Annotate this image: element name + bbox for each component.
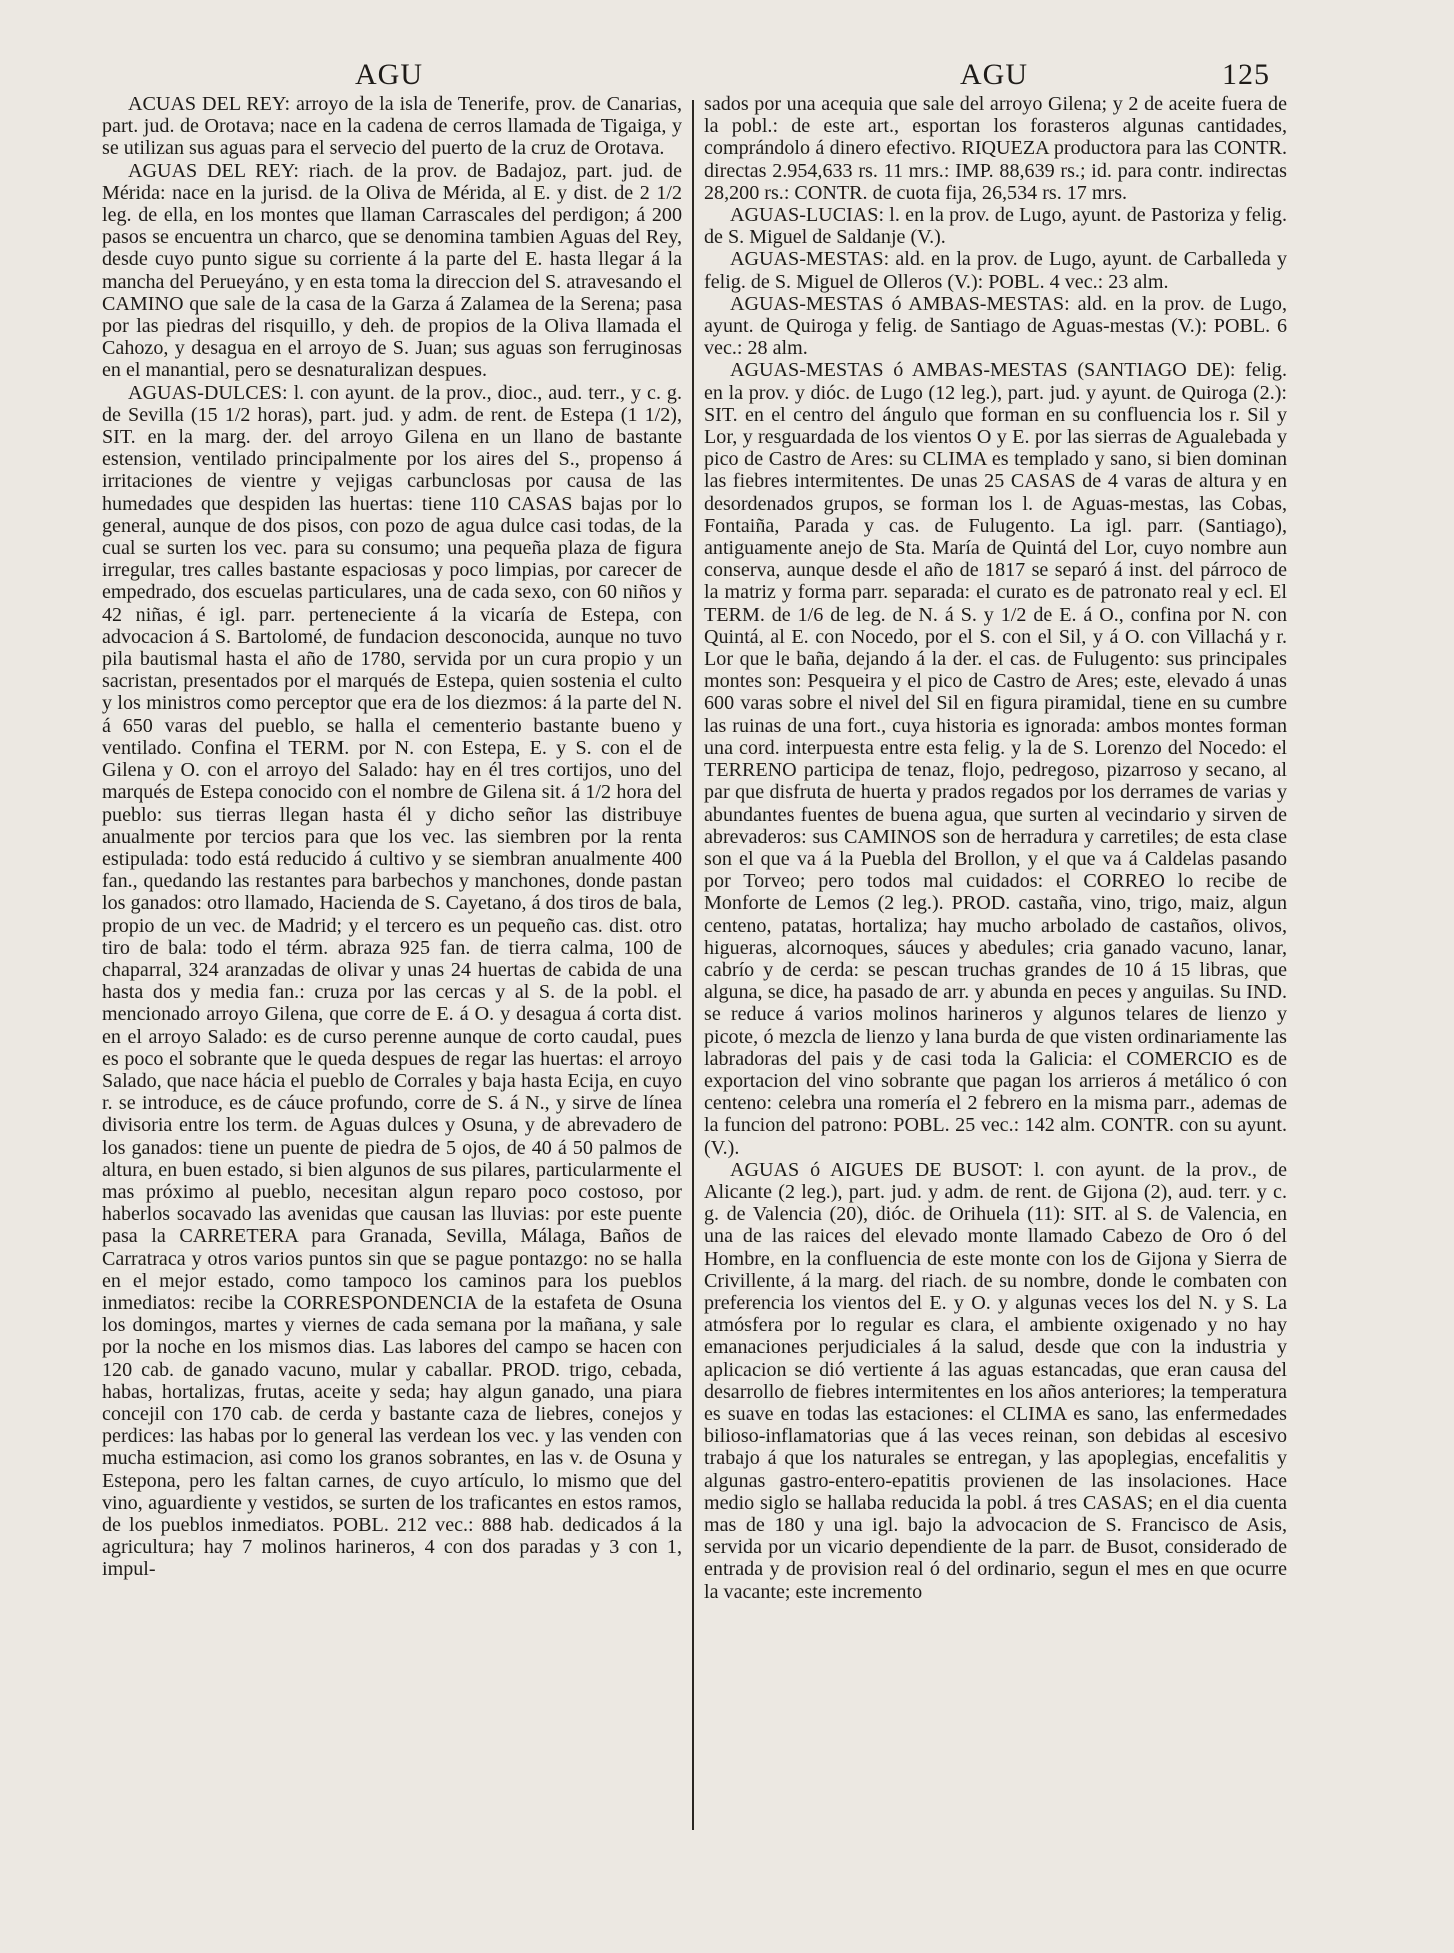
entry-aguas-dulces-continuation: sados por una acequia que sale del arroyo Gilena; y 2 de aceite fuera de la pobl.: de este art., esportan los forasteros algunas cantidades, comprándolo á dinero efectivo. RIQUEZA productora para las CONTR. directas 2.954,633 rs. 11 mrs.: IMP. 88,639 rs.; id. para contr. indirectas 28,200 rs.: CONTR. de cuota fija, 26,534 rs. 17 mrs. xyxy=(704,93,1287,204)
entry-aguas-lucias: AGUAS-LUCIAS: l. en la prov. de Lugo, ayunt. de Pastoriza y felig. de S. Miguel de Saldanje (V.). xyxy=(704,204,1287,249)
running-head-right: AGU xyxy=(960,58,1028,91)
entry-aguas-mestas-santiago: AGUAS-MESTAS ó AMBAS-MESTAS (SANTIAGO DE): felig. en la prov. y dióc. de Lugo (12 leg.), part. jud. y ayunt. de Quiroga (2.): SIT. en el centro del ángulo que forman en su confluencia los r. Sil y Lor, y resguardada de los vientos O y E. por las sierras de Agualebada y pico de Castro de Ares: su CLIMA es templado y sano, si bien dominan las fiebres intermitentes. De unas 25 CASAS de 4 varas de altura y en desordenados grupos, se forman los l. de Aguas-mestas, las Cobas, Fontaiña, Parada y cas. de Fulugento. La igl. parr. (Santiago), antiguamente anejo de Sta. María de Quintá del Lor, cuyo nombre aun conserva, aunque desde el año de 1817 se separó á inst. del párroco de la matriz y forma parr. separada: el curato es de patronato real y ecl. El TERM. de 1/6 de leg. de N. á S. y 1/2 de E. á O., confina por N. con Quintá, al E. con Nocedo, por el S. con el Sil, y á O. con Villachá y r. Lor que le baña, dejando á la der. el cas. de Fulugento: sus principales montes son: Pesqueira y el pico de Castro de Ares; este, elevado á unas 600 varas sobre el nivel del Sil en figura piramidal, tiene en su cumbre las ruinas de una fort., cuya historia es ignorada: ambos montes forman una cord. interpuesta entre esta felig. y la de S. Lorenzo del Nocedo: el TERRENO participa de tenaz, flojo, pedregoso, pizarroso y secano, al par que disfruta de huerta y prados regados por los derrames de varias y abundantes fuentes de buena agua, que surten al vecindario y sirven de abrevaderos: sus CAMINOS son de herradura y carretiles; de esta clase son el que va á la Puebla del Brollon, y el que va á Caldelas pasando por Torveo; pero todos mal cuidados: el CORREO lo recibe de Monforte de Lemos (2 leg.). PROD. castaña, vino, trigo, maiz, algun centeno, patatas, hortaliza; hay mucho arbolado de castaños, olivos, higueras, alcornoques, sáuces y abedules; cria ganado vacuno, lanar, cabrío y de cerda: se pescan truchas grandes de 10 á 15 libras, que alguna, se dice, ha pasado de arr. y abunda en peces y anguilas. Su IND. se reduce á varios molinos harineros y algunos telares de lienzo y picote, ó mezcla de lienzo y lana burda de que visten ordinariamente las labradoras del pais y de casi toda la Galicia: el COMERCIO es de exportacion del vino sobrante que pagan los arrieros á metálico ó con centeno: celebra una romería el 2 febrero en la misma parr., ademas de la funcion del patrono: POBL. 25 vec.: 142 alm. CONTR. con su ayunt. (V.). xyxy=(704,359,1287,1159)
column-divider xyxy=(692,100,694,1830)
entry-aguas-mestas-carballeda: AGUAS-MESTAS: ald. en la prov. de Lugo, ayunt. de Carballeda y felig. de S. Miguel de Olleros (V.): POBL. 4 vec.: 23 alm. xyxy=(704,248,1287,293)
page-number: 125 xyxy=(1222,58,1270,91)
right-column xyxy=(704,93,1287,1603)
left-column xyxy=(102,93,682,1581)
entry-acuas-del-rey: ACUAS DEL REY: arroyo de la isla de Tenerife, prov. de Canarias, part. jud. de Orotava; nace en la cadena de cerros llamada de Tigaiga, y se utilizan sus aguas para el servecio del puerto de la cruz de Orotava. xyxy=(102,93,682,160)
entry-aguas-busot: AGUAS ó AIGUES DE BUSOT: l. con ayunt. de la prov., de Alicante (2 leg.), part. jud. y adm. de rent. de Gijona (2), aud. terr. y c. g. de Valencia (20), dióc. de Orihuela (11): SIT. al S. de Valencia, en una de las raices del elevado monte llamado Cabezo de Oro ó del Hombre, en la confluencia de este monte con los de Gijona y Sierra de Crivillente, á la marg. del riach. de su nombre, donde le combaten con preferencia los vientos del E. y O. y algunas veces los del N. y S. La atmósfera por lo regular es clara, el ambiente oxigenado y no hay emanaciones perjudiciales á la salud, desde que con la industria y aplicacion se dió vertiente á las aguas estancadas, que eran causa del desarrollo de fiebres intermitentes en los años anteriores; la temperatura es suave en todas las estaciones: el CLIMA es sano, las enfermedades bilioso-inflamatorias que á las veces reinan, son debidas al escesivo trabajo á que los naturales se entregan, y las apoplegias, encefalitis y algunas gastro-entero-epatitis provienen de las insolaciones. Hace medio siglo se hallaba reducida la pobl. á tres CASAS; en el dia cuenta mas de 180 y una igl. bajo la advocacion de S. Francisco de Asis, servida por un vicario dependiente de la parr. de Busot, considerado de entrada y de provision real ó del ordinario, segun el mes en que ocurre la vacante; este incremento xyxy=(704,1158,1287,1603)
running-head-left: AGU xyxy=(355,58,423,91)
entry-aguas-mestas-quiroga: AGUAS-MESTAS ó AMBAS-MESTAS: ald. en la prov. de Lugo, ayunt. de Quiroga y felig. de Santiago de Aguas-mestas (V.): POBL. 6 vec.: 28 alm. xyxy=(704,292,1287,360)
entry-aguas-del-rey: AGUAS DEL REY: riach. de la prov. de Badajoz, part. jud. de Mérida: nace en la jurisd. de la Oliva de Mérida, al E. y dist. de 2 1/2 leg. de ella, en los montes que llaman Carrascales del perdigon; á 200 pasos se encuentra un charco, que se denomina tambien Aguas del Rey, desde cuyo punto sigue su corriente á la parte del E. hasta llegar á la mancha del Perueyáno, y en esta toma la direccion del S. atravesando el CAMINO que sale de la casa de la Garza á Zalamea de la Serena; pasa por las piedras del risquillo, y deh. de propios de la Oliva llamada el Cahozo, y desagua en el arroyo de S. Juan; sus aguas son ferruginosas en el manantial, pero se desnaturalizan despues. xyxy=(102,159,682,382)
entry-aguas-dulces: AGUAS-DULCES: l. con ayunt. de la prov., dioc., aud. terr., y c. g. de Sevilla (15 1/2 horas), part. jud. y adm. de rent. de Estepa (1 1/2), SIT. en la marg. der. del arroyo Gilena en un llano de bastante estension, ventilado principalmente por los aires del S., propenso á irritaciones de vientre y vejigas carbunclosas por causa de las humedades que despiden las huertas: tiene 110 CASAS bajas por lo general, aunque de dos pisos, con pozo de agua dulce casi todas, de la cual se surten los vec. para su consumo; una pequeña plaza de figura irregular, tres calles bastante espaciosas y poco limpias, por carecer de empedrado, dos escuelas particulares, una de cada sexo, con 60 niños y 42 niñas, é igl. parr. perteneciente á la vicaría de Estepa, con advocacion á S. Bartolomé, de fundacion desconocida, aunque no tuvo pila bautismal hasta el año de 1780, servida por un cura propio y un sacristan, presentados por el marqués de Estepa, quien sostenia el culto y los ministros como perceptor que era de los diezmos: á la parte del N. á 650 varas del pueblo, se halla el cementerio bastante bueno y ventilado. Confina el TERM. por N. con Estepa, E. y S. con el de Gilena y O. con el arroyo del Salado: hay en él tres cortijos, uno del marqués de Estepa conocido con el nombre de Gilena sit. á 1/2 hora del pueblo: sus tierras llegan hasta él y dicho señor las distribuye anualmente por tercios para que los vec. las siembren por la renta estipulada: todo está reducido á cultivo y se siembran anualmente 400 fan., quedando las restantes para barbechos y manchones, donde pastan los ganados: otro llamado, Hacienda de S. Cayetano, á dos tiros de bala, propio de un vec. de Madrid; y el tercero es un pequeño cas. dist. otro tiro de bala: todo el térm. abraza 925 fan. de tierra calma, 100 de chaparral, 324 aranzadas de olivar y unas 24 huertas de cabida de una hasta dos y media fan.: cruza por las cercas y al S. de la pobl. el mencionado arroyo Gilena, que corre de E. á O. y desagua á corta dist. en el arroyo Salado: es de curso perenne aunque de corto caudal, pues es poco el sobrante que le queda despues de regar las huertas: el arroyo Salado, que nace hácia el pueblo de Corrales y baja hasta Ecija, en cuyo r. se introduce, es de cáuce profundo, corre de S. á N., y sirve de línea divisoria entre los term. de Aguas dulces y Osuna, y de abrevadero de los ganados: tiene un puente de piedra de 5 ojos, de 40 á 50 palmos de altura, en buen estado, si bien algunos de sus pilares, particularmente el mas próximo al pueblo, necesitan algun reparo poco costoso, por haberlos socavado las avenidas que causan las lluvias: por este puente pasa la CARRETERA para Granada, Sevilla, Málaga, Baños de Carratraca y otros varios puntos sin que se pague pontazgo: no se halla en el mejor estado, como tampoco los caminos para los pueblos inmediatos: recibe la CORRESPONDENCIA de la estafeta de Osuna los domingos, martes y viernes de cada semana por la mañana, y sale por la noche en los mismos dias. Las labores del campo se hacen con 120 cab. de ganado vacuno, mular y caballar. PROD. trigo, cebada, habas, hortalizas, frutas, aceite y seda; hay algun ganado, una piara concejil con 170 cab. de cerda y bastante caza de liebres, conejos y perdices: las habas por lo general las verdean los vec. y las venden con mucha estimacion, asi como los granos sobrantes, en las v. de Osuna y Estepona, pero les faltan carnes, de cuyo artículo, lo mismo que del vino, aguardiente y vestidos, se surten de los traficantes en estos ramos, de los pueblos inmediatos. POBL. 212 vec.: 888 hab. dedicados á la agricultura; hay 7 molinos harineros, 4 con dos paradas y 3 con 1, impul- xyxy=(102,381,682,1581)
